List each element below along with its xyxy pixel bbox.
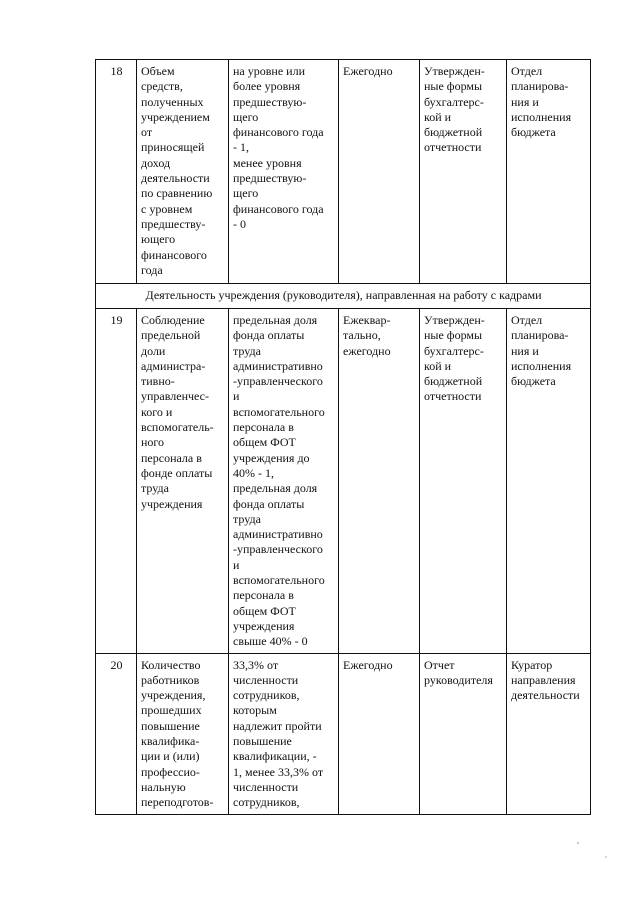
table-row <box>96 309 591 654</box>
reporting-period: Ежегодно <box>339 653 420 814</box>
indicator-name: Соблюдение предельной доли администра- тивно- управленчес- кого и вспомогатель- ного персонала в фонде оплаты труда учреждения <box>137 309 229 654</box>
table-row <box>96 60 591 284</box>
indicator-name: Количество работников учреждения, прошедших повышение квалифика- ции и (или) профессио- нальную переподготов- <box>137 653 229 814</box>
section-heading: Деятельность учреждения (руководителя), направленная на работу с кадрами <box>96 284 591 309</box>
section-row <box>96 284 591 309</box>
responsible-unit: Отдел планирова- ния и исполнения бюджета <box>507 60 591 284</box>
evaluation-criteria: 33,3% от численности сотрудников, которым надлежит пройти повышение квалификации, - 1, менее 33,3% от численности сотрудников, <box>229 653 339 814</box>
responsible-unit: Куратор направления деятельности <box>507 653 591 814</box>
row-number: 19 <box>96 309 137 654</box>
responsible-unit: Отдел планирова- ния и исполнения бюджета <box>507 309 591 654</box>
row-number: 18 <box>96 60 137 284</box>
scan-specks <box>560 835 620 875</box>
indicator-name: Объем средств, полученных учреждением от приносящей доход деятельности по сравнению с уровнем предшеству- ющего финансового года <box>137 60 229 284</box>
evaluation-criteria: на уровне или более уровня предшествую- щего финансового года - 1, менее уровня предшествую- щего финансового года - 0 <box>229 60 339 284</box>
data-source: Отчет руководителя <box>420 653 507 814</box>
data-source: Утвержден- ные формы бухгалтерс- кой и бюджетной отчетности <box>420 60 507 284</box>
evaluation-criteria: предельная доля фонда оплаты труда административно -управленческого и вспомогательного персонала в общем ФОТ учреждения до 40% - 1, предельная доля фонда оплаты труда административно -управленческого и вспомогательного персонала в общем ФОТ учреждения свыше 40% - 0 <box>229 309 339 654</box>
reporting-period: Ежегодно <box>339 60 420 284</box>
data-source: Утвержден- ные формы бухгалтерс- кой и бюджетной отчетности <box>420 309 507 654</box>
criteria-table <box>95 59 591 815</box>
table-row <box>96 653 591 814</box>
row-number: 20 <box>96 653 137 814</box>
reporting-period: Ежеквар- тально, ежегодно <box>339 309 420 654</box>
